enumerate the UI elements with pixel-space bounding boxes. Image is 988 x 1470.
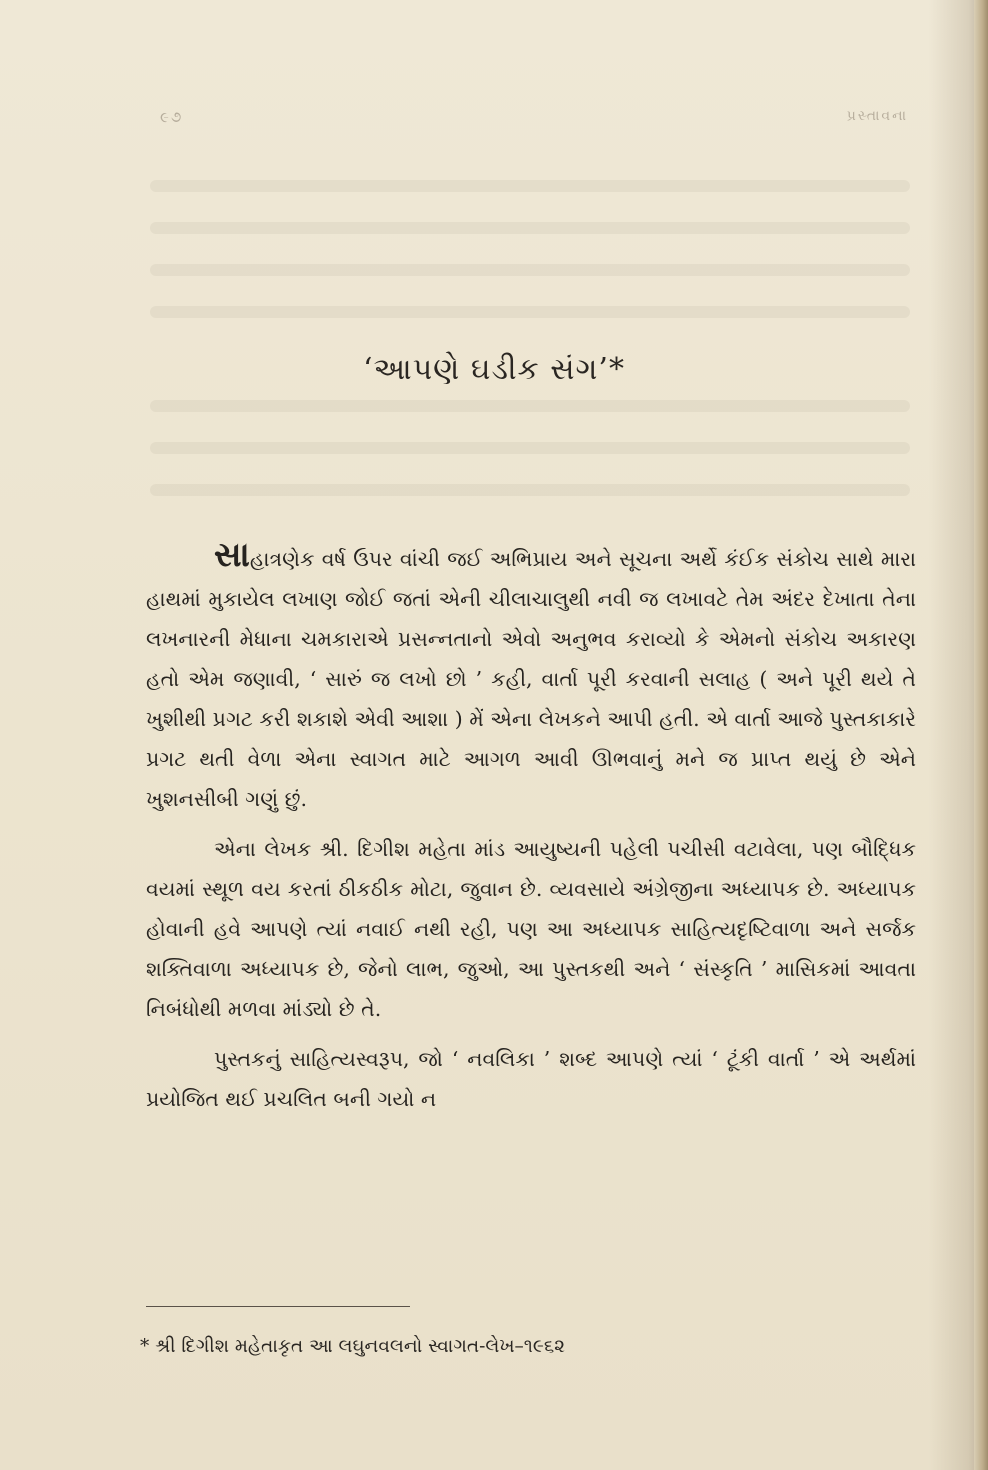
paragraph-1	[146, 535, 916, 819]
page-edge-shadow	[974, 0, 988, 1470]
drop-cap: સા	[214, 535, 250, 575]
paragraph-1-text: હાત્રણેક વર્ષ ઉપર વાંચી જઈ અભિપ્રાય અને સૂચના અર્થે કંઈક સંકોચ સાથે મારા હાથમાં મુકાયેલ લખાણ જોઈ જતાં એની ચીલાચાલુથી નવી જ લખાવટે તેમ અંદર દેખાતા તેના લખનારની મેધાના ચમકારાએ પ્રસન્નતાનો એવો અનુભવ કરાવ્યો કે એમનો સંકોચ અકારણ હતો એમ જણાવી, ‘ સારું જ લખો છો ’ કહી, વાર્તા પૂરી કરવાની સલાહ ( અને પૂરી થયે તે ખુશીથી પ્રગટ કરી શકાશે એવી આશા ) મેં એના લેખકને આપી હતી. એ વાર્તા આજે પુસ્તકાકારે પ્રગટ થતી વેળા એના સ્વાગત માટે આગળ આવી ઊભવાનું મને જ પ્રાપ્ત થયું છે એને ખુશનસીબી ગણું છું.	[146, 547, 916, 811]
paragraph-2: એના લેખક શ્રી. દિગીશ મહેતા માંડ આયુષ્યની પહેલી પચીસી વટાવેલા, પણ બૌદ્ધિક વયમાં સ્થૂળ વય કરતાં ઠીકઠીક મોટા, જુવાન છે. વ્યવસાયે અંગ્રેજીના અધ્યાપક છે. અધ્યાપક હોવાની હવે આપણે ત્યાં નવાઈ નથી રહી, પણ આ અધ્યાપક સાહિત્યદૃષ્ટિવાળા અને સર્જક શક્તિવાળા અધ્યાપક છે, જેનો લાભ, જુઓ, આ પુસ્તકથી અને ‘ સંસ્કૃતિ ’ માસિકમાં આવતા નિબંધોથી મળવા માંડ્યો છે તે.	[146, 837, 916, 1021]
paragraph-3: પુસ્તકનું સાહિત્યસ્વરૂપ, જો ‘ નવલિકા ’ શબ્દ આપણે ત્યાં ‘ ટૂંકી વાર્તા ’ એ અર્થમાં પ્રયોજિત થઈ પ્રચલિત બની ગયો ન	[146, 1047, 916, 1111]
show-through-line	[150, 180, 910, 192]
footnote: * શ્રી દિગીશ મહેતાકૃત આ લઘુનવલનો સ્વાગત-લેખ–૧૯૬૨	[140, 1336, 566, 1357]
running-head: પ્રસ્તાવના	[846, 108, 908, 124]
show-through-line	[150, 306, 910, 318]
page-number: ૯૭	[160, 108, 184, 126]
body-text	[146, 535, 916, 1119]
show-through-line	[150, 400, 910, 412]
page-title: ‘આપણે ઘડીક સંગ’*	[363, 352, 625, 387]
show-through-line	[150, 264, 910, 276]
show-through-line	[150, 222, 910, 234]
show-through-line	[150, 484, 910, 496]
footnote-divider	[146, 1306, 410, 1307]
show-through-line	[150, 442, 910, 454]
